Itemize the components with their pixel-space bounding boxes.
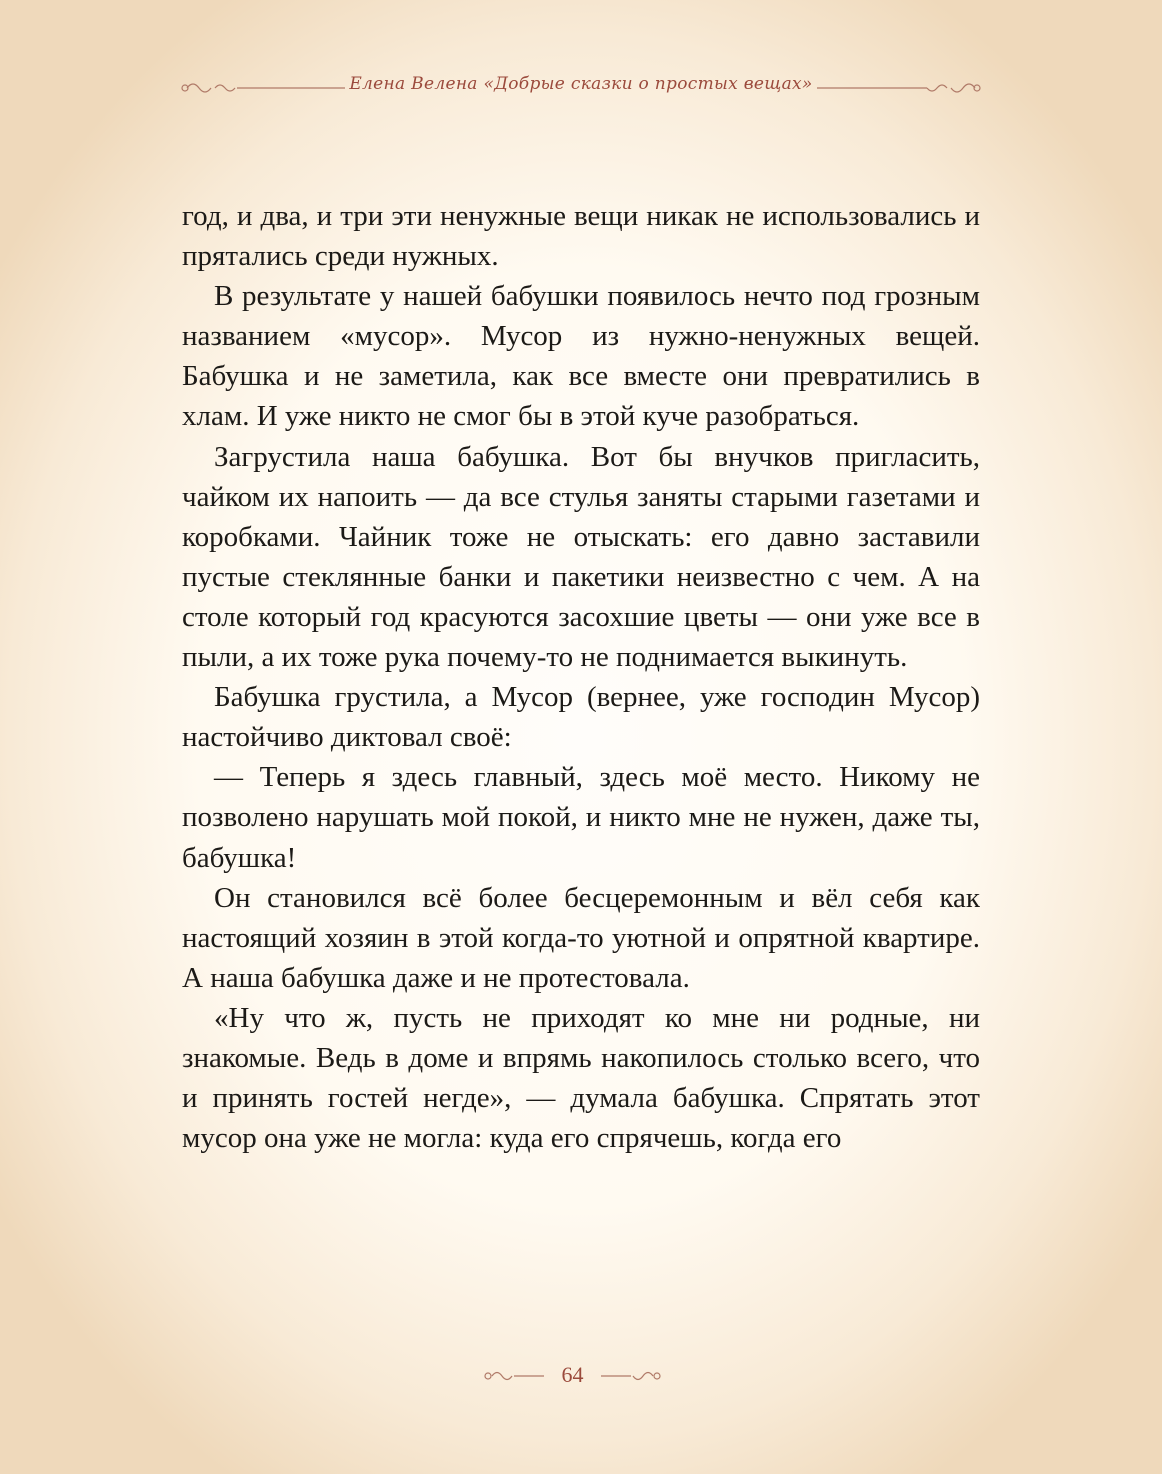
running-header <box>175 70 987 106</box>
running-title: Елена Велена «Добрые сказки о простых вещах» <box>349 74 813 94</box>
paragraph: Загрустила наша бабушка. Вот бы внучков пригласить, чайком их напоить — да все стулья заняты старыми газетами и коробками. Чайник тоже не отыскать: его давно заставили пустые стеклянные банки и пакетики неизвестно с чем. А на столе который год красуются засохшие цветы — они уже все в пыли, а их тоже рука почему-то не поднимается выкинуть. <box>182 440 980 674</box>
paragraph: В результате у нашей бабушки появилось нечто под грозным названием «мусор». Мусор из нужно-ненужных вещей. Бабушка и не заметила, как все вместе они превратились в хлам. И уже никто не смог бы в этой куче разобраться. <box>182 280 980 433</box>
paragraph: год, и два, и три эти ненужные вещи никак не использовались и прятались среди нужных. <box>182 200 980 273</box>
page-footer <box>480 1360 665 1392</box>
paragraph: Бабушка грустила, а Мусор (вернее, уже господин Мусор) настойчиво диктовал своё: <box>182 681 980 754</box>
paragraph: «Ну что ж, пусть не приходят ко мне ни родные, ни знакомые. Ведь в доме и впрямь накопилось столько всего, что и принять гостей негде», — думала бабушка. Спрятать этот мусор она уже не могла: куда его спрячешь, когда его <box>182 1001 980 1155</box>
dialogue-paragraph: — Теперь я здесь главный, здесь моё место. Никому не позволено нарушать мой покой, и никто мне не нужен, даже ты, бабушка! <box>182 761 980 874</box>
page-number: 64 <box>561 1362 584 1387</box>
paragraph: Он становился всё более бесцеремонным и вёл себя как настоящий хозяин в этой когда-то уютной и опрятной квартире. А наша бабушка даже и не протестовала. <box>182 881 980 994</box>
story-text <box>182 196 980 1158</box>
